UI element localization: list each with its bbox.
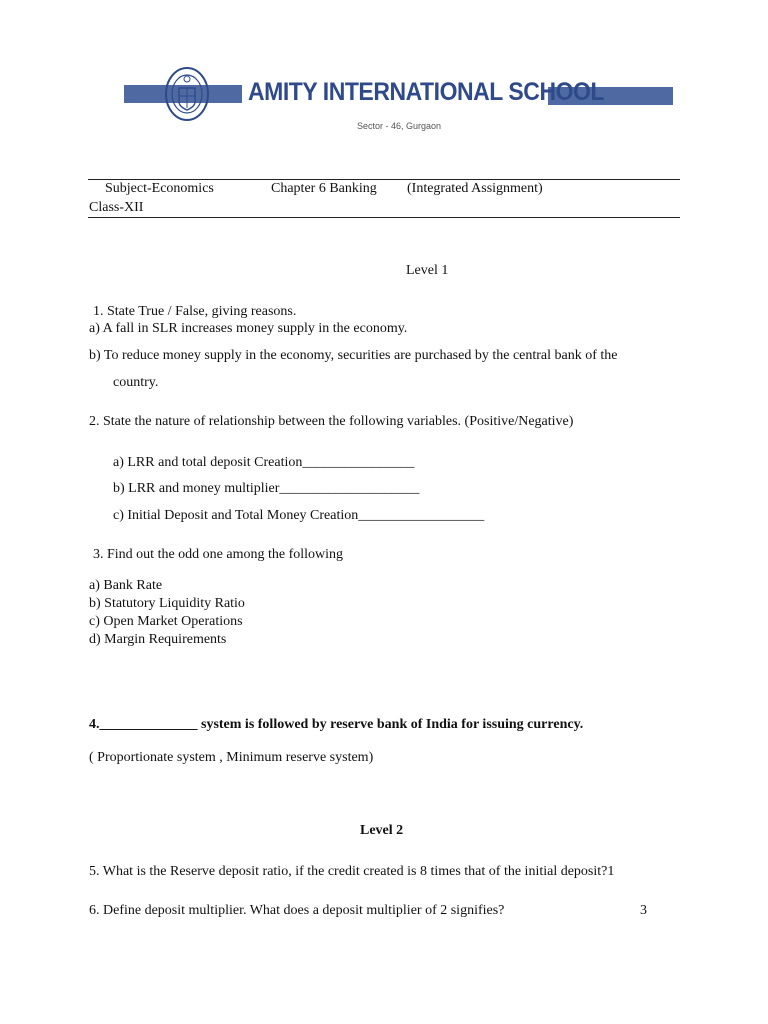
- school-emblem-icon: [163, 66, 211, 122]
- school-location: Sector - 46, Gurgaon: [357, 121, 442, 131]
- q1-option-b-line1: b) To reduce money supply in the economy, securities are purchased by the central bank of the: [89, 348, 618, 363]
- q3-prompt: 3. Find out the odd one among the following: [93, 547, 344, 562]
- q2-prompt: 2. State the nature of relationship between the following variables. (Positive/Negative): [89, 414, 574, 429]
- q1-option-b-line2: country.: [113, 375, 159, 390]
- q4-prompt: 4.______________ system is followed by reserve bank of India for issuing currency.: [89, 717, 584, 732]
- assignment-type-label: (Integrated Assignment): [407, 181, 543, 196]
- q2-option-c: c) Initial Deposit and Total Money Creation__________________: [113, 508, 485, 523]
- q1-prompt: 1. State True / False, giving reasons.: [93, 304, 297, 319]
- subject-label: Subject-Economics: [105, 181, 214, 196]
- class-label: Class-XII: [89, 200, 144, 215]
- level1-heading: Level 1: [406, 263, 449, 278]
- q2-option-a: a) LRR and total deposit Creation________________: [113, 455, 415, 470]
- q4-options: ( Proportionate system , Minimum reserve system): [89, 750, 374, 765]
- q6-marks: 3: [640, 903, 647, 918]
- q1-option-a: a) A fall in SLR increases money supply in the economy.: [89, 321, 408, 336]
- header-top-rule: [88, 179, 680, 180]
- q3-option-d: d) Margin Requirements: [89, 632, 227, 647]
- header-bottom-rule: [88, 217, 680, 218]
- level2-heading: Level 2: [360, 823, 404, 838]
- school-name: AMITY INTERNATIONAL SCHOOL: [248, 78, 605, 106]
- q3-option-a: a) Bank Rate: [89, 578, 163, 593]
- q6-prompt: 6. Define deposit multiplier. What does a deposit multiplier of 2 signifies?: [89, 903, 505, 918]
- chapter-label: Chapter 6 Banking: [271, 181, 377, 196]
- q2-option-b: b) LRR and money multiplier____________________: [113, 481, 420, 496]
- q3-option-b: b) Statutory Liquidity Ratio: [89, 596, 245, 611]
- q5-prompt: 5. What is the Reserve deposit ratio, if the credit created is 8 times that of the initial deposit?1: [89, 864, 615, 879]
- q3-option-c: c) Open Market Operations: [89, 614, 243, 629]
